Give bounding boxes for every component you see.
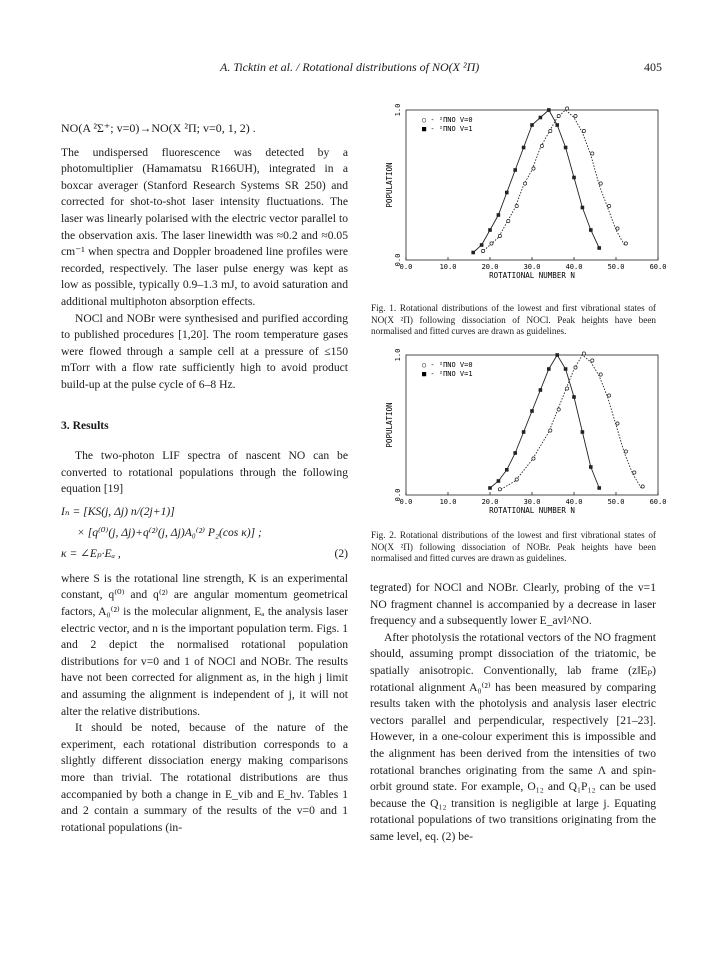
data-point xyxy=(608,394,611,397)
data-point xyxy=(480,243,484,247)
y-axis-label: POPULATION xyxy=(385,162,394,208)
data-point xyxy=(581,430,585,434)
data-point xyxy=(574,366,577,369)
data-point xyxy=(557,408,560,411)
legend-entry: ■ - ²ΠNO V=1 xyxy=(422,125,473,133)
legend-entry: ○ - ²ΠNO V=0 xyxy=(422,116,473,124)
data-point xyxy=(597,246,601,250)
data-point xyxy=(591,152,594,155)
data-point xyxy=(515,204,518,207)
equation-line-1: Iₙ = [KS(j, Δj) n/(2j+1)] xyxy=(61,504,175,518)
figure-2-caption: Fig. 2. Rotational distributions of the lowest and first vibrational states of NO(X ²Π) following dissociation of NOBr. Peak heights have been normalised and fitted curves are drawn as guidelines. xyxy=(371,530,656,564)
data-point xyxy=(547,367,551,371)
x-tick-label: 40.0 xyxy=(565,498,583,506)
data-point xyxy=(589,465,593,469)
equation-kappa: κ = ∠Eₚ·Eₐ , xyxy=(61,546,121,560)
data-point xyxy=(513,451,517,455)
data-point xyxy=(581,206,585,210)
data-point xyxy=(572,176,576,180)
data-point xyxy=(498,488,501,491)
data-point xyxy=(549,429,552,432)
data-point xyxy=(530,123,534,127)
data-point xyxy=(582,129,585,132)
x-tick-label: 0.0 xyxy=(399,498,413,506)
reaction-line: NO(A ²Σ⁺; v=0)→NO(X ²Π; v=0, 1, 2) . xyxy=(61,121,256,135)
data-point xyxy=(633,471,636,474)
data-point xyxy=(488,228,492,232)
data-point xyxy=(497,479,501,483)
running-header xyxy=(0,60,720,80)
x-tick-label: 20.0 xyxy=(481,498,499,506)
data-point xyxy=(524,182,527,185)
data-point xyxy=(574,114,577,117)
data-point xyxy=(597,486,601,490)
data-point xyxy=(522,430,526,434)
x-tick-label: 0.0 xyxy=(399,263,413,271)
data-point xyxy=(522,146,526,150)
paragraph: where S is the rotational line strength, K is an experimental constant, q⁽⁰⁾ and q⁽²⁾ are angular momentum geometrical factors, A₀⁽²⁾ is the molecular alignment, Eₐ the analysis laser electric vector, and n is the important population term. Figs. 1 and 2 depict the normalised rotational population distributions for v=0 and 1 of NOCl and NOBr. The results have not been corrected for alignment as, in the high j limit and assuming the alignment is independent of j, it will not alter the relative distributions. xyxy=(61,571,348,718)
page-number: 405 xyxy=(644,60,662,74)
x-tick-label: 60.0 xyxy=(649,498,667,506)
series-curve xyxy=(482,110,625,253)
paragraph: NOCl and NOBr were synthesised and purified according to published procedures [1,20]. The room temperature gases were flowed through a sample cell at a pressure of ≤150 mTorr with a flow rate sufficiently high to avoid product build-up at the pulse cycle of 6–8 Hz. xyxy=(61,311,348,391)
data-point xyxy=(471,251,475,255)
paragraph: The undispersed fluorescence was detected by a photomultiplier (Hamamatsu R166UH), integrated in a boxcar averager (Stanford Research Systems SR 250) and corrected for shot-to-shot laser intensity fluctuations. The laser was linearly polarised with the electric vector parallel to the observation axis. The laser linewidth was ≈0.2 and ≈0.05 cm⁻¹ when spectra and Doppler broadened line profiles were recorded, respectively. The laser pulse energy was kept as low as possible, typically 0.9–1.3 mJ, to avoid saturation and additional multiphoton absorption effects. xyxy=(61,145,348,308)
data-point xyxy=(547,108,551,112)
y-tick-label: 0.0 xyxy=(394,488,402,502)
y-tick-label: 1.0 xyxy=(394,348,402,362)
x-tick-label: 30.0 xyxy=(523,263,541,271)
data-point xyxy=(555,123,559,127)
data-point xyxy=(616,227,619,230)
data-point xyxy=(599,373,602,376)
legend-entry: ■ - ²ΠNO V=1 xyxy=(422,370,473,378)
data-point xyxy=(532,457,535,460)
data-point xyxy=(624,450,627,453)
legend-entry: ○ - ²ΠNO V=0 xyxy=(422,361,473,369)
right-column xyxy=(370,580,656,846)
y-axis-label: POPULATION xyxy=(385,402,394,448)
equation-line-3 xyxy=(61,546,348,567)
data-point xyxy=(564,367,568,371)
data-point xyxy=(557,114,560,117)
paragraph: It should be noted, because of the nature of the experiment, each rotational distribution corresponds to a slightly different dissociation energy making comparisons more than trivial. The rotational distributions are thus accompanied by both a change in E_vib and E_hν. Tables 1 and 2 contain a summary of the results of the v=0 and 1 rotational populations (in- xyxy=(61,721,348,834)
x-tick-label: 10.0 xyxy=(439,498,457,506)
figure-1-caption: Fig. 1. Rotational distributions of the lowest and first vibrational states of NO(X ²Π) following dissociation of NOCl. Peak heights have been normalised and fitted curves are drawn as guidelines. xyxy=(371,303,656,337)
figure-1-chart xyxy=(380,100,667,300)
equation-number: (2) xyxy=(334,546,348,560)
data-point xyxy=(582,352,585,355)
data-point xyxy=(513,168,517,172)
data-point xyxy=(505,468,509,472)
data-point xyxy=(539,388,543,392)
data-point xyxy=(566,387,569,390)
section-heading: 3. Results xyxy=(61,418,109,432)
data-point xyxy=(572,395,576,399)
data-point xyxy=(624,242,627,245)
data-point xyxy=(497,213,501,217)
data-point xyxy=(488,486,492,490)
data-point xyxy=(564,146,568,150)
data-point xyxy=(589,228,593,232)
equation-line-2: × [q⁽⁰⁾(j, Δj)+q⁽²⁾(j, Δj)A₀⁽²⁾ P₂(cos κ)] ; xyxy=(77,525,262,539)
running-title: A. Ticktin et al. / Rotational distributions of NO(X ²Π) xyxy=(220,60,480,74)
data-point xyxy=(641,485,644,488)
data-point xyxy=(549,129,552,132)
x-tick-label: 50.0 xyxy=(607,498,625,506)
data-point xyxy=(490,242,493,245)
data-point xyxy=(482,249,485,252)
data-point xyxy=(532,167,535,170)
paragraph: The two-photon LIF spectra of nascent NO can be converted to rotational populations through the following equation [19] xyxy=(61,449,348,496)
x-tick-label: 10.0 xyxy=(439,263,457,271)
data-point xyxy=(608,204,611,207)
data-point xyxy=(507,219,510,222)
data-point xyxy=(539,116,543,120)
series-curve xyxy=(473,110,599,253)
data-point xyxy=(530,409,534,413)
data-point xyxy=(515,478,518,481)
data-point xyxy=(599,182,602,185)
paragraph: After photolysis the rotational vectors of the NO fragment should, assuming prompt dissociation of the triatomic, be spatially anisotropic. Conventionally, lab frame (z‖Eₚ) rotational alignment A₀⁽²⁾ has been measured by comparing results taken with the photolysis and analysis laser electric vectors parallel and perpendicular, respectively [21–23]. However, in a one-colour experiment this is impossible and the alignment has been derived from the intensities of two rotational branches originating from the same Λ and spin-orbit ground state. For example, O₁₂ and Q₁P₁₂ can be used because the Q₁₂ transition is negligible at large j. Equating rotational populations of two transitions originating from the same level, eq. (2) be- xyxy=(370,630,656,843)
x-axis-label: ROTATIONAL NUMBER N xyxy=(489,506,575,515)
x-tick-label: 20.0 xyxy=(481,263,499,271)
data-point xyxy=(540,144,543,147)
x-tick-label: 30.0 xyxy=(523,498,541,506)
x-tick-label: 60.0 xyxy=(649,263,667,271)
x-axis-label: ROTATIONAL NUMBER N xyxy=(489,271,575,280)
x-tick-label: 40.0 xyxy=(565,263,583,271)
series-curve xyxy=(498,355,641,491)
data-point xyxy=(616,422,619,425)
x-tick-label: 50.0 xyxy=(607,263,625,271)
data-point xyxy=(566,107,569,110)
y-tick-label: 1.0 xyxy=(394,103,402,117)
left-column xyxy=(61,120,348,836)
data-point xyxy=(505,191,509,195)
figure-2-chart xyxy=(380,345,667,525)
data-point xyxy=(591,359,594,362)
y-tick-label: 0.0 xyxy=(394,253,402,267)
data-point xyxy=(555,353,559,357)
data-point xyxy=(498,234,501,237)
paragraph: tegrated) for NOCl and NOBr. Clearly, probing of the v=1 NO fragment channel is accompanied by a decrease in laser frequency and a subsequently lower E_avl^NO. xyxy=(370,581,656,628)
